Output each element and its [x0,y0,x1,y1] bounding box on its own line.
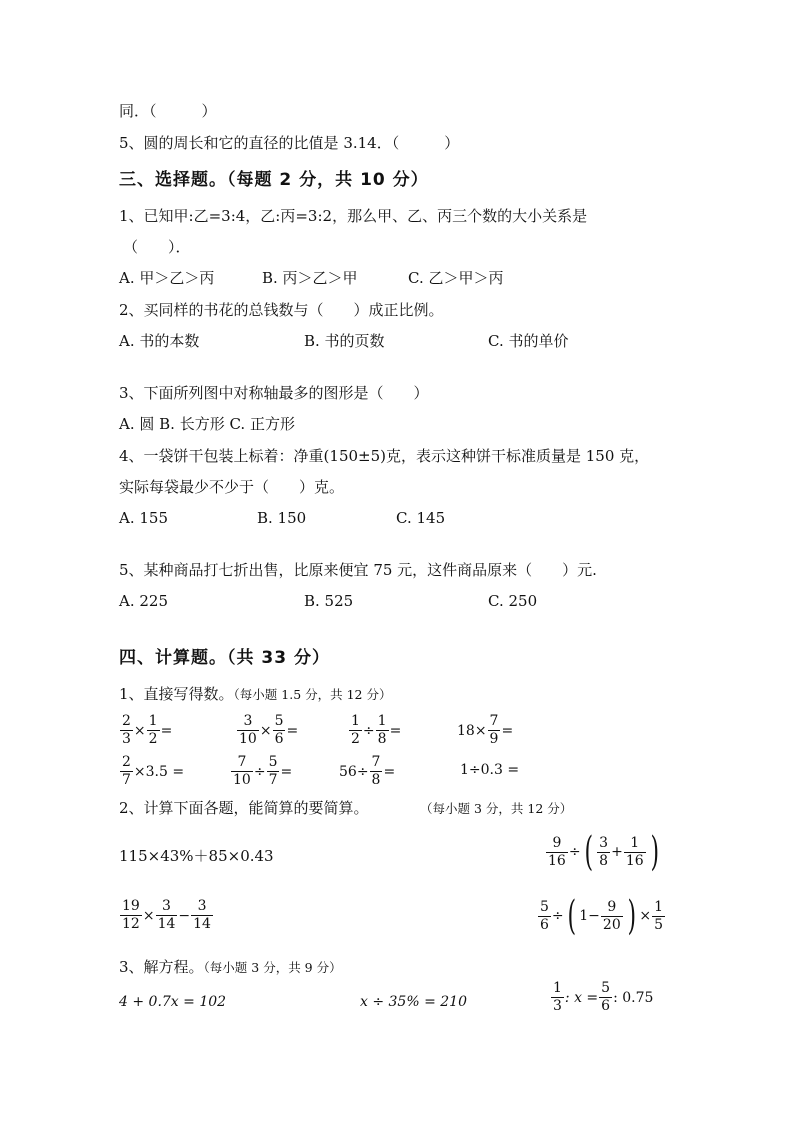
calc-part-1 [119,684,391,705]
calc-part-2-note: （每小题 3 分，共 12 分） [420,801,573,816]
q1-option-a: A. 甲＞乙＞丙 [119,269,215,287]
choice-q5: 5、某种商品打七折出售，比原来便宜 75 元，这件商品原来（ ）元. [119,561,597,579]
q5-option-c: C. 250 [488,592,538,610]
choice-q4-line2: 实际每袋最少不少于（ ）克。 [119,478,345,496]
judge-question-5: 5、圆的周长和它的直径的比值是 3.14．（ ） [119,134,460,152]
choice-q4: 4、一袋饼干包装上标着：净重(150±5)克，表示这种饼干标准质量是 150 克， [119,447,650,465]
q4-option-b: B. 150 [257,509,307,527]
q5-option-a: A. 225 [119,592,168,610]
mental-calc-f: $\frac{7}{10}$ ÷ $\frac{5}{7}$ = [233,754,293,788]
choice-q2: 2、买同样的书花的总钱数与（ ）成正比例。 [119,301,444,319]
calc-expr-a: 115×43%＋85×0.43 [119,847,274,865]
question-continuation: 同．（ ） [119,102,217,120]
q2-option-c: C. 书的单价 [488,332,569,350]
calc-part-1-label: 1、直接写得数。 [119,685,234,703]
calc-expr-b: $\frac{9}{16}$ ÷ ( 3 8 + $\frac{1}{16}$ ) [548,829,659,875]
mental-calc-e: $\frac{2}{7}$ ×3.5 = [122,754,185,788]
q5-option-b: B. 525 [304,592,354,610]
calc-expr-d: $\frac{5}{6}$ ÷ ( 1− $\frac{9}{20}$ ) × $\frac{1}{5}$ [540,893,663,939]
mental-calc-g: 56÷ $\frac{7}{8}$ = [339,754,396,788]
calc-part-3-note: （每小题 3 分，共 9 分） [203,960,342,975]
numerator: 2 [122,713,131,729]
calc-part-3 [119,957,342,978]
choice-q1-blank: （ ）． [123,238,191,256]
q2-option-a: A. 书的本数 [119,332,200,350]
mental-calc-d: 18× $\frac{7}{9}$ = [457,713,514,747]
section-4-title: 四、计算题。（共 33 分） [119,648,330,668]
calc-expr-c: $\frac{19}{12}$ × $\frac{3}{14}$ − $\frac{3}{14}$ [122,898,211,932]
denominator: 2 [148,731,158,747]
mental-calc-h: 1÷0.3 = [460,762,520,778]
q4-option-c: C. 145 [396,509,446,527]
section-3-title: 三、选择题。（每题 2 分，共 10 分） [119,170,429,190]
calc-part-1-note: （每小题 1.5 分，共 12 分） [233,687,392,702]
choice-q1: 1、已知甲:乙=3:4，乙:丙=3:2，那么甲、乙、丙三个数的大小关系是 [119,207,588,225]
calc-part-2 [119,798,369,818]
q1-option-b: B. 丙＞乙＞甲 [262,269,358,287]
q3-options: A. 圆 B. 长方形 C. 正方形 [119,415,295,433]
mental-calc-a: $\frac{2}{3}$ × $\frac{1}{2}$ = [122,713,173,747]
equation-a: 4 + 0.7x = 102 [119,994,227,1010]
choice-q3: 3、下面所列图中对称轴最多的图形是（ ） [119,384,429,402]
q2-option-b: B. 书的页数 [304,332,385,350]
calc-part-3-label: 3、解方程。 [119,958,204,976]
q1-option-c: C. 乙＞甲＞丙 [408,269,504,287]
equation-b: x ÷ 35% = 210 [360,994,467,1010]
equation-c: 1 3 : x = $\frac{5}{6}$ : 0.75 [553,980,654,1014]
mental-calc-b: $\frac{3}{10}$ × $\frac{5}{6}$ = [239,713,299,747]
mental-calc-c: $\frac{1}{2}$ ÷ $\frac{1}{8}$ = [351,713,402,747]
denominator: 3 [122,731,131,747]
q4-option-a: A. 155 [119,509,168,527]
calc-part-2-label: 2、计算下面各题，能简算的要简算。 [119,799,369,817]
numerator: 1 [148,713,158,729]
